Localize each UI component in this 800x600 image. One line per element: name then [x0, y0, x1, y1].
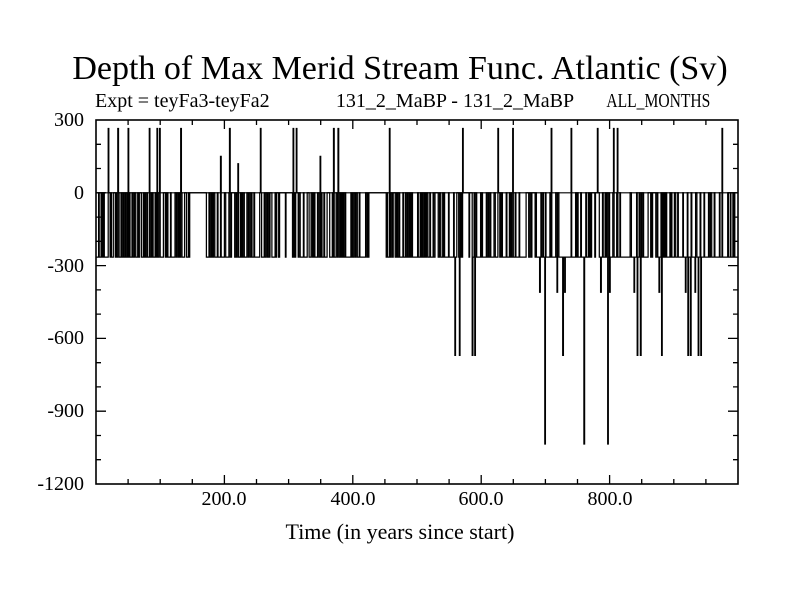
y-tick-label: -900	[47, 400, 84, 422]
series-line	[96, 129, 738, 445]
y-tick-label: 300	[54, 109, 84, 131]
x-tick-label: 800.0	[587, 488, 633, 510]
months-label: ALL_MONTHS	[605, 90, 710, 112]
x-tick-label: 200.0	[201, 488, 247, 510]
chart-title: Depth of Max Merid Stream Func. Atlantic (Sv)	[72, 50, 728, 87]
experiment-label: Expt = teyFa3-teyFa2	[95, 90, 270, 112]
x-axis-title: Time (in years since start)	[285, 519, 515, 544]
x-tick-label: 600.0	[458, 488, 504, 510]
y-tick-label: -300	[47, 255, 84, 277]
y-tick-label: 0	[74, 182, 84, 204]
y-tick-label: -600	[47, 327, 84, 349]
dataset-label: 131_2_MaBP - 131_2_MaBP	[335, 90, 575, 112]
x-tick-label: 400.0	[330, 488, 376, 510]
y-tick-label: -1200	[37, 473, 84, 495]
